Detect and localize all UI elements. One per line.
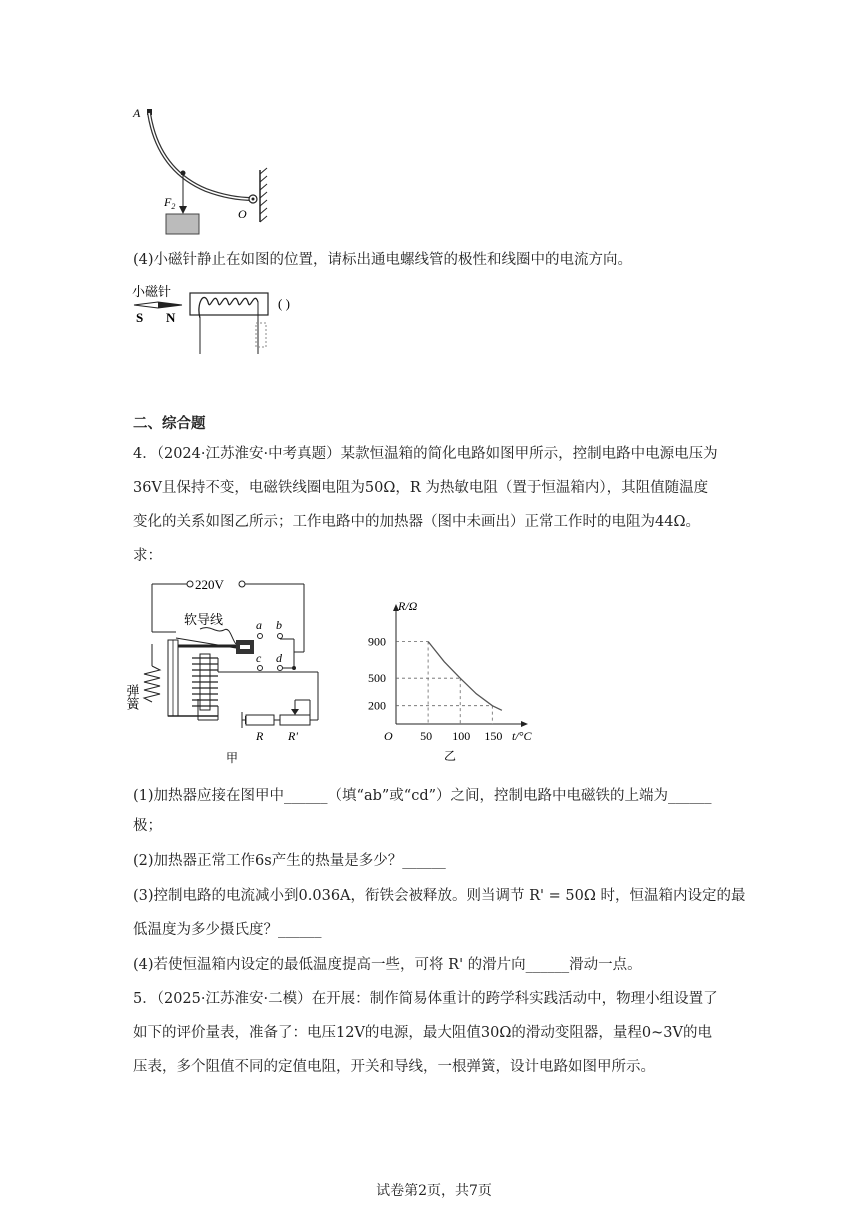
q4-question-1-cont: 极； [133,818,162,834]
q5-line-3: 压表，多个阻值不同的定值电阻，开关和导线，一根弹簧，设计电路如图甲所示。 [133,1059,655,1075]
x-axis-label: t/°C [512,729,532,743]
resistor-r-label: R [256,729,264,743]
q4-question-4: (4)若使恒温箱内设定的最低温度提高一些，可将 R' 的滑片向______滑动一点。 [133,957,642,973]
y-tick-label: 200 [368,698,386,713]
circuit-caption: 甲 [226,751,239,765]
wire-label: 软导线 [184,612,224,627]
solenoid-figure [128,282,318,360]
resistor-r [246,715,274,725]
terminal-a: a [256,618,262,632]
q4-question-1: (1)加热器应接在图甲中______（填“ab”或“cd”）之间，控制电路中电磁铁的上端为______ [133,788,712,804]
pole-blank: ( ) [278,296,290,311]
series-curve [428,642,502,711]
q4-line-2: 36V且保持不变，电磁铁线圈电阻为50Ω，R 为热敏电阻（置于恒温箱内），其阻值随温度 [133,480,709,496]
origin-label: O [384,729,393,743]
y-tick-label: 500 [368,671,386,686]
q4-question-2: (2)加热器正常工作6s产生的热量是多少？______ [133,853,446,869]
pole-s: S [136,310,144,325]
terminal-b: b [276,618,282,632]
x-tick-label: 150 [484,729,503,743]
pole-n: N [166,310,176,325]
resistor-rp-label: R' [288,729,298,743]
label-f2: $F_2$ [164,195,176,211]
q4-question-3-cont: 低温度为多少摄氏度？______ [133,922,322,938]
label-a: A [133,106,141,120]
q4-line-3: 变化的关系如图乙所示；工作电路中的加热器（图中未画出）正常工作时的电阻为44Ω。 [133,514,700,530]
weight-block [166,214,199,234]
lever-figure [130,100,270,240]
q4-question-3: (3)控制电路的电流减小到0.036A，衔铁会被释放。则当调节 R' = 50Ω 时，恒温箱内设定的最 [133,888,746,904]
rheostat-rp [280,715,310,725]
y-tick-label: 900 [368,634,386,649]
page-footer: 试卷第2页，共7页 [376,1183,492,1199]
terminal-d: d [276,651,282,665]
spring-label: 弹簧 [124,684,140,710]
needle-label: 小磁针 [132,284,172,299]
section-heading: 二、综合题 [133,416,206,432]
y-axis-label: R/Ω [398,599,418,613]
voltage-label: 220V [195,577,224,592]
q5-line-1: 5．（2025·江苏淮安·二模）在开展：制作简易体重计的跨学科实践活动中，物理小组设置了 [133,991,718,1007]
q4-line-4: 求： [133,548,162,564]
x-axis-arrow [521,721,528,727]
circuit-figure [124,574,328,766]
q3-4-text: (4)小磁针静止在如图的位置，请标出通电螺线管的极性和线圈中的电流方向。 [133,252,633,268]
x-tick-label: 50 [420,729,433,743]
terminal-c: c [256,651,262,665]
chart-caption: 乙 [444,749,457,763]
x-tick-label: 100 [452,729,471,743]
label-o: O [238,207,247,221]
resistance-temperature-chart [358,599,532,766]
q4-line-1: 4．（2024·江苏淮安·中考真题）某款恒温箱的简化电路如图甲所示，控制电路中电源电压为 [133,446,718,462]
spring [144,666,160,702]
q5-line-2: 如下的评价量表，准备了：电压12V的电源，最大阻值30Ω的滑动变阻器，量程0~3V的电 [133,1025,712,1041]
